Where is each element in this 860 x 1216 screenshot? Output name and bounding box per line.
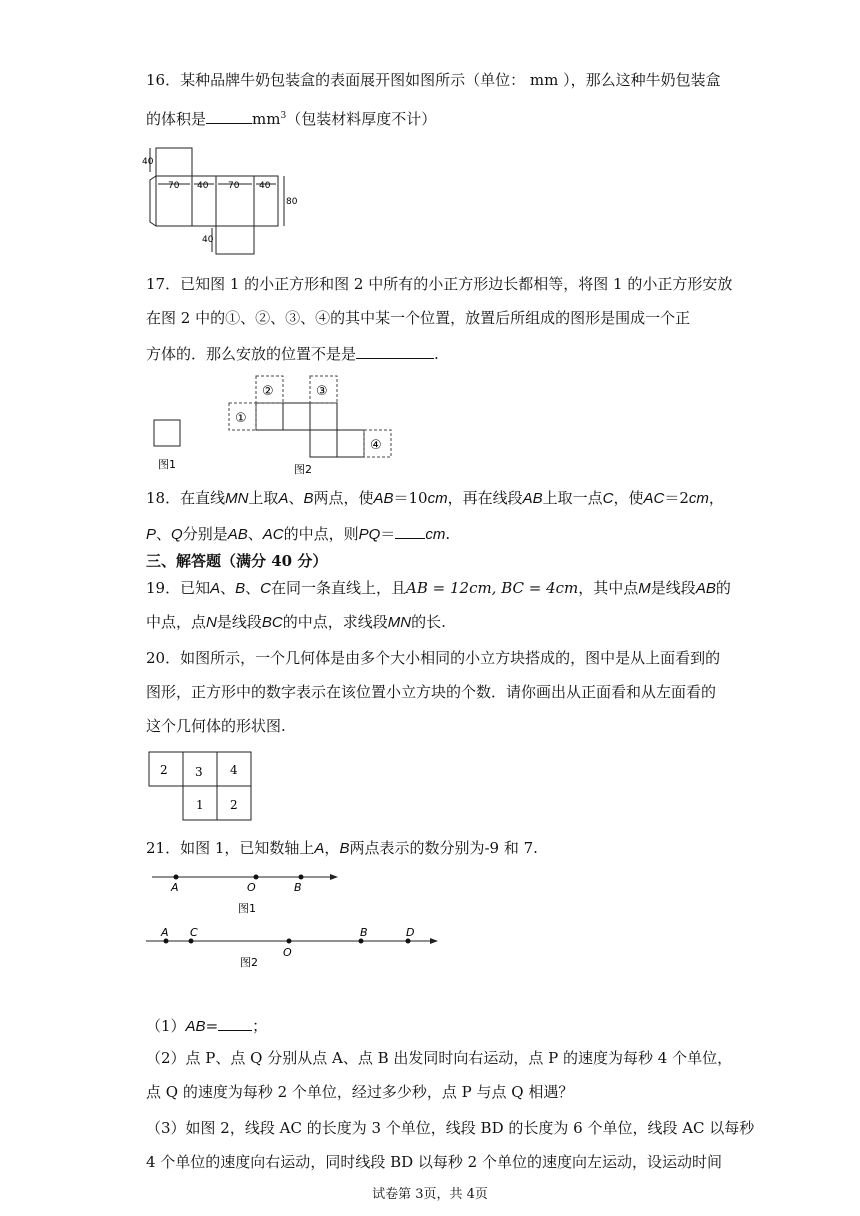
number-line-figures bbox=[146, 866, 446, 974]
answer-blank-21 bbox=[218, 1014, 252, 1031]
slot-3: ③ bbox=[316, 384, 328, 399]
slot-4: ④ bbox=[370, 438, 382, 453]
q16-unit: mm bbox=[252, 110, 281, 128]
grid-cell: 4 bbox=[230, 763, 238, 777]
q17-line3-post: . bbox=[434, 345, 439, 363]
fig1-label: 图1 bbox=[158, 458, 176, 471]
dim-d2: 40 bbox=[259, 181, 271, 191]
slot-1: ① bbox=[235, 411, 247, 426]
q16-line2-post: （包装材料厚度不计） bbox=[286, 110, 437, 128]
q19-line1: 19．已知A、B、C在同一条直线上，且AB = 12cm, BC = 4cm，其中点M是线段AB的 bbox=[146, 579, 731, 597]
q21-part3-line1: （3）如图 2，线段 AC 的长度为 3 个单位，线段 BD 的长度为 6 个单位，线段 AC 以每秒 bbox=[146, 1119, 755, 1137]
q16-line2-pre: 的体积是 bbox=[146, 110, 207, 128]
page-footer: 试卷第 3页，共 4页 bbox=[372, 1187, 488, 1202]
fig2-point-B: B bbox=[360, 926, 368, 939]
fig1-point-O: O bbox=[247, 881, 256, 894]
answer-blank-16 bbox=[206, 107, 252, 124]
q19-line2: 中点，点N是线段BC的中点，求线段MN的长. bbox=[146, 613, 446, 631]
fig2-point-C: C bbox=[190, 926, 198, 939]
grid-cell: 3 bbox=[195, 765, 203, 779]
q21-line1: 21．如图 1，已知数轴上A，B两点表示的数分别为-9 和 7. bbox=[146, 839, 538, 857]
q18-line2: P、Q分别是AB、AC的中点，则PQ＝ cm. bbox=[146, 522, 450, 545]
grid-cell: 1 bbox=[196, 798, 204, 812]
fig1-point-A: A bbox=[171, 881, 179, 894]
grid-cell: 2 bbox=[230, 798, 238, 812]
grid-cell: 2 bbox=[160, 763, 168, 777]
fig1-square bbox=[154, 420, 180, 446]
section-3-heading: 三、解答题（满分 40 分） bbox=[146, 552, 328, 570]
fig2-point-D: D bbox=[406, 926, 415, 939]
fig2-label: 图2 bbox=[294, 463, 312, 476]
answer-blank-18 bbox=[395, 522, 425, 539]
q18-line1: 18．在直线MN上取A、B两点，使AB＝10cm，再在线段AB上取一点C，使AC＝2cm， bbox=[146, 489, 724, 507]
q17-line2: 在图 2 中的①、②、③、④的其中某一个位置，放置后所组成的图形是围成一个正 bbox=[146, 309, 691, 327]
dim-w1: 70 bbox=[168, 181, 180, 191]
q16-line2 bbox=[146, 106, 436, 129]
q20-line1: 20．如图所示，一个几何体是由多个大小相同的小立方块搭成的，图中是从上面看到的 bbox=[146, 649, 721, 667]
dim-top: 40 bbox=[142, 157, 154, 167]
fig2-point-O: O bbox=[283, 946, 292, 959]
dim-bottom: 40 bbox=[202, 235, 214, 245]
slot-2: ② bbox=[262, 384, 274, 399]
q16-line1: 16．某种品牌牛奶包装盒的表面展开图如图所示（单位： mm ），那么这种牛奶包装盒 bbox=[146, 71, 721, 89]
answer-blank-17 bbox=[356, 342, 434, 359]
q17-line3 bbox=[146, 342, 439, 364]
dim-w2: 70 bbox=[228, 181, 240, 191]
q21-part1: （1）AB= ； bbox=[146, 1014, 267, 1037]
fig2-point-A: A bbox=[161, 926, 169, 939]
q17-line1: 17．已知图 1 的小正方形和图 2 中所有的小正方形边长都相等，将图 1 的小正方形安放 bbox=[146, 275, 733, 293]
dim-h: 80 bbox=[286, 197, 298, 207]
q21-part3-line2: 4 个单位的速度向右运动，同时线段 BD 以每秒 2 个单位的速度向左运动，设运动时间 bbox=[146, 1153, 722, 1171]
dim-d1: 40 bbox=[197, 181, 209, 191]
top-view-grid bbox=[148, 751, 254, 823]
fig2-numberline-label: 图2 bbox=[240, 956, 258, 969]
fig1-numberline-label: 图1 bbox=[238, 902, 256, 915]
q21-part2-line1: （2）点 P、点 Q 分别从点 A、点 B 出发同时向右运动，点 P 的速度为每秒 4 个单位， bbox=[146, 1049, 733, 1067]
fig1-point-B: B bbox=[294, 881, 302, 894]
cube-net-figures bbox=[148, 372, 398, 480]
q21-part2-line2: 点 Q 的速度为每秒 2 个单位，经过多少秒，点 P 与点 Q 相遇？ bbox=[146, 1083, 574, 1101]
q20-line3: 这个几何体的形状图. bbox=[146, 717, 286, 735]
q19-formula: AB = 12cm, BC = 4cm bbox=[406, 579, 579, 597]
q20-line2: 图形，正方形中的数字表示在该位置小立方块的个数．请你画出从正面看和从左面看的 bbox=[146, 683, 717, 701]
milk-box-net-figure bbox=[142, 142, 302, 260]
q17-line3-pre: 方体的．那么安放的位置不是是 bbox=[146, 345, 357, 363]
q16-unit-sup: 3 bbox=[280, 111, 287, 121]
